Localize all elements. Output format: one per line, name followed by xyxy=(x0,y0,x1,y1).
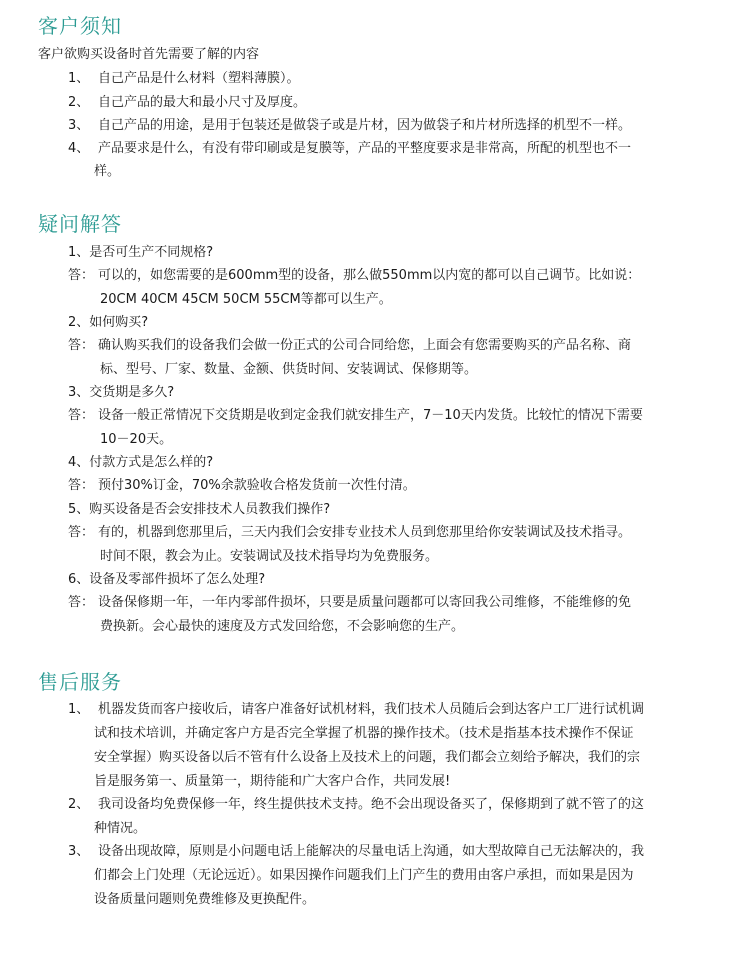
faq-answer-text: 可以的，如您需要的是600mm型的设备，那么做550mm以内宽的都可以自己调节。比如说： xyxy=(98,268,641,283)
aftersales-item-text: 我司设备均免费保修一年，终生提供技术支持。绝不会出现设备买了，保修期到了就不管了的这 xyxy=(98,797,645,812)
section-title-aftersales: 售后服务 xyxy=(38,670,122,694)
section-title-notice: 客户须知 xyxy=(38,14,122,38)
notice-item xyxy=(68,67,300,90)
notice-item-number: 1、 xyxy=(68,71,90,86)
aftersales-item-number: 1、 xyxy=(68,702,90,717)
faq-answer xyxy=(68,521,631,544)
faq-answer-label: 答： xyxy=(68,595,95,610)
section-title-faq: 疑问解答 xyxy=(38,212,122,236)
faq-answer xyxy=(68,591,631,614)
faq-question: 3、交货期是多久? xyxy=(68,385,175,400)
faq-answer-label: 答： xyxy=(68,408,95,423)
faq-answer xyxy=(68,474,416,497)
notice-item xyxy=(68,91,306,114)
aftersales-item-continuation: 们都会上门处理（无论远近）。如果因操作问题我们上门产生的费用由客户承担，而如果是因为 xyxy=(94,868,634,883)
faq-answer-text: 设备一般正常情况下交货期是收到定金我们就安排生产，7－10天内发货。比较忙的情况下需要 xyxy=(98,408,643,423)
faq-answer xyxy=(68,334,631,357)
faq-answer-label: 答： xyxy=(68,478,95,493)
aftersales-item-number: 3、 xyxy=(68,844,90,859)
notice-item xyxy=(68,114,631,137)
notice-intro: 客户欲购买设备时首先需要了解的内容 xyxy=(38,47,260,62)
aftersales-item xyxy=(68,793,644,816)
faq-question: 2、如何购买? xyxy=(68,315,149,330)
faq-answer xyxy=(68,264,640,287)
notice-item-continuation: 样。 xyxy=(94,164,121,179)
faq-question: 1、是否可生产不同规格? xyxy=(68,245,214,260)
faq-question: 4、付款方式是怎么样的? xyxy=(68,455,214,470)
aftersales-item-continuation: 安全掌握）购买设备以后不管有什么设备上及技术上的问题，我们都会立刻给予解决，我们的宗 xyxy=(94,750,641,765)
aftersales-item-continuation: 设备质量问题则免费维修及更换配件。 xyxy=(94,892,316,907)
notice-item-text: 自己产品的最大和最小尺寸及厚度。 xyxy=(98,95,307,110)
faq-answer-continuation: 费换新。会心最快的速度及方式发回给您，不会影响您的生产。 xyxy=(100,619,465,634)
faq-answer-continuation: 时间不限，教会为止。安装调试及技术指导均为免费服务。 xyxy=(100,549,439,564)
aftersales-item xyxy=(68,698,644,721)
notice-item-text: 自己产品是什么材料（塑料薄膜）。 xyxy=(98,71,300,86)
notice-item-number: 4、 xyxy=(68,141,90,156)
aftersales-item-text: 机器发货而客户接收后，请客户准备好试机材料，我们技术人员随后会到达客户工厂进行试机调 xyxy=(98,702,645,717)
faq-answer-text: 有的，机器到您那里后，三天内我们会安排专业技术人员到您那里给你安装调试及技术指寻。 xyxy=(98,525,632,540)
faq-answer-label: 答： xyxy=(68,338,95,353)
faq-answer-continuation: 10－20天。 xyxy=(100,432,173,447)
faq-answer-label: 答： xyxy=(68,268,95,283)
faq-question: 6、设备及零部件损坏了怎么处理? xyxy=(68,572,266,587)
aftersales-item-continuation: 种情况。 xyxy=(94,821,147,836)
aftersales-item-continuation: 旨是服务第一、质量第一，期待能和广大客户合作，共同发展! xyxy=(94,774,451,789)
notice-item-number: 2、 xyxy=(68,95,90,110)
faq-answer-text: 预付30%订金，70%余款验收合格发货前一次性付清。 xyxy=(98,478,416,493)
aftersales-item-number: 2、 xyxy=(68,797,90,812)
faq-answer-continuation: 标、型号、厂家、数量、金额、供货时间、安装调试、保修期等。 xyxy=(100,362,478,377)
notice-item-number: 3、 xyxy=(68,118,90,133)
faq-answer-text: 确认购买我们的设备我们会做一份正式的公司合同给您，上面会有您需要购买的产品名称、商 xyxy=(98,338,632,353)
aftersales-item-continuation: 试和技术培训，并确定客户方是否完全掌握了机器的操作技术。（技术是指基本技术操作不保证 xyxy=(94,726,634,741)
faq-answer-label: 答： xyxy=(68,525,95,540)
faq-answer-text: 设备保修期一年，一年内零部件损坏，只要是质量问题都可以寄回我公司维修，不能维修的免 xyxy=(98,595,632,610)
notice-item-text: 自己产品的用途，是用于包装还是做袋子或是片材，因为做袋子和片材所选择的机型不一样。 xyxy=(98,118,632,133)
aftersales-item xyxy=(68,840,644,863)
faq-answer xyxy=(68,404,643,427)
notice-item-text: 产品要求是什么，有没有带印刷或是复膜等，产品的平整度要求是非常高，所配的机型也不一 xyxy=(98,141,632,156)
faq-question: 5、购买设备是否会安排技术人员教我们操作? xyxy=(68,502,331,517)
aftersales-item-text: 设备出现故障，原则是小问题电话上能解决的尽量电话上沟通，如大型故障自己无法解决的，我 xyxy=(98,844,645,859)
faq-answer-continuation: 20CM 40CM 45CM 50CM 55CM等都可以生产。 xyxy=(100,292,392,307)
notice-item xyxy=(68,137,631,160)
